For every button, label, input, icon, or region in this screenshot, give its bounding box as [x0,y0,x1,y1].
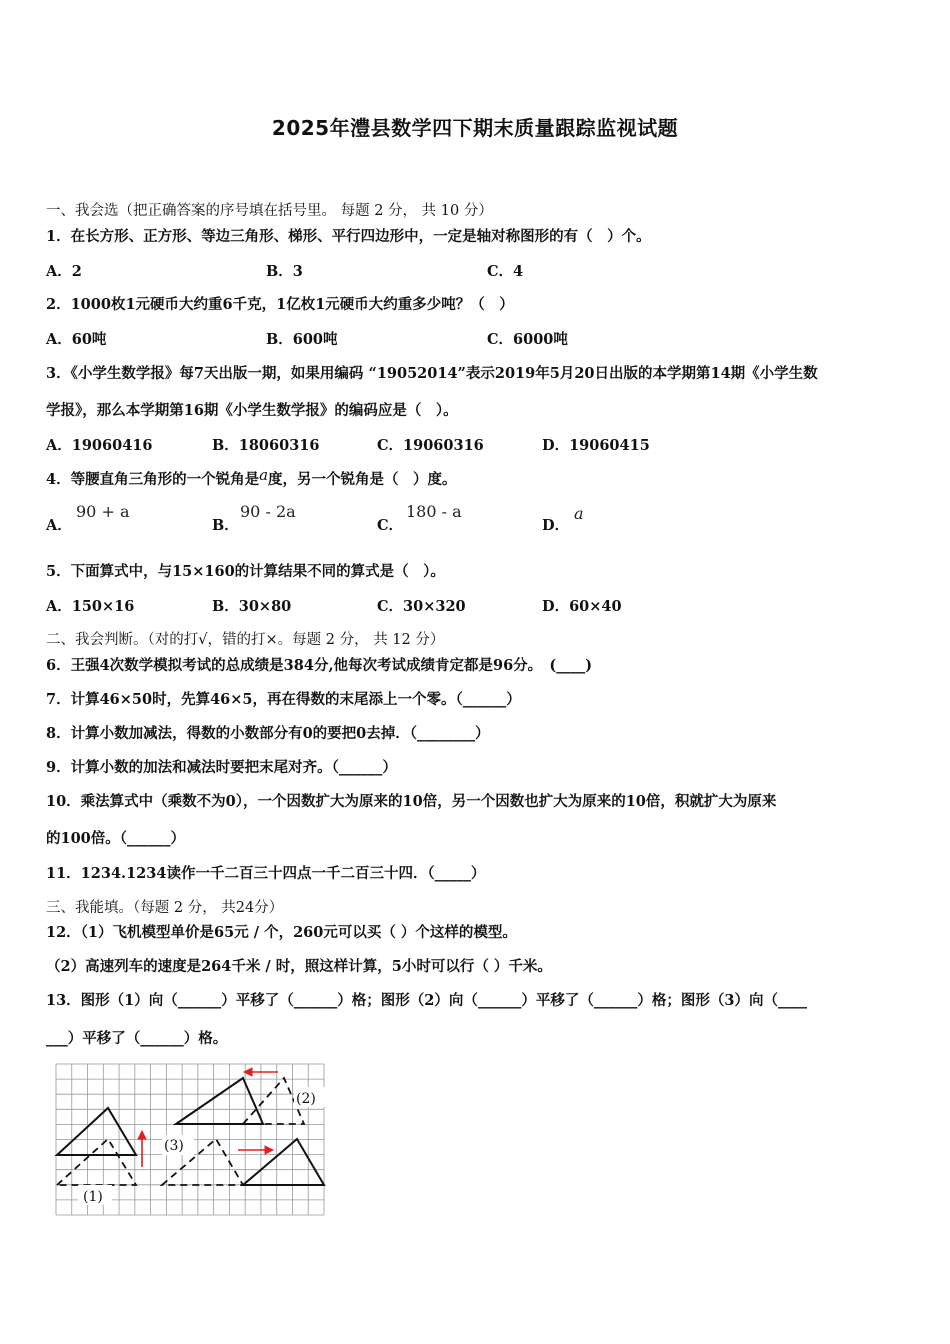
figure-label-1: (1) [83,1189,103,1205]
shape-3-original [243,1139,324,1185]
grid-svg [54,1063,328,1217]
question-1: 1．在长方形、正方形、等边三角形、梯形、平行四边形中，一定是轴对称图形的有（ ）个。 [46,228,651,245]
section-3-heading: 三、我能填。（每题 2 分， 共24分） [46,900,284,916]
question-10-line-2: 的100倍。（______） [46,830,186,847]
q2-option-b: B．600吨 [266,331,338,348]
question-12-line-2: （2）高速列车的速度是264千米 / 时，照这样计算，5小时可以行（ ）千米。 [46,958,552,975]
question-13-line-1: 13．图形（1）向（______）平移了（______）格；图形（2）向（______）平移了（______）格；图形（3）向（____ [46,992,807,1009]
shape-2-original [176,1078,263,1124]
question-10-line-1: 10．乘法算式中（乘数不为0），一个因数扩大为原来的10倍，另一个因数也扩大为原来的10倍，积就扩大为原来 [46,793,777,810]
q4-option-a-expr: 90 + a [76,502,130,521]
translation-grid-figure [54,1063,328,1217]
question-6: 6．王强4次数学模拟考试的总成绩是384分,他每次考试成绩肯定都是96分。 (____) [46,657,593,674]
q4-option-b-expr: 90 - 2a [240,502,296,521]
figure-label-3: (3) [164,1138,184,1154]
q5-option-d: D．60×40 [542,598,622,615]
q3-option-a: A．19060416 [46,437,153,454]
question-4 [46,466,457,490]
question-9: 9．计算小数的加法和减法时要把末尾对齐。（______） [46,759,397,776]
q5-option-b: B．30×80 [212,598,292,615]
q4-variable: a [259,466,269,484]
arrow-right-head-icon [265,1146,273,1154]
question-13-line-2: ___）平移了（______）格。 [46,1030,228,1047]
q4-option-d-expr: a [574,504,584,523]
q1-option-c: C．4 [487,263,524,280]
q4-option-c-label: C． [377,517,404,534]
question-3-line-2: 学报》，那么本学期第16期《小学生数学报》的编码应是（ ）。 [46,402,458,419]
question-8: 8．计算小数加减法，得数的小数部分有0的要把0去掉．（________） [46,725,490,742]
q3-option-b: B．18060316 [212,437,320,454]
q4-option-d-label: D． [542,517,570,534]
q4-text-after: 度，另一个锐角是（ ）度。 [268,471,457,488]
q5-option-c: C．30×320 [377,598,466,615]
q4-text-before: 4．等腰直角三角形的一个锐角是 [46,471,260,488]
question-7: 7．计算46×50时，先算46×5，再在得数的末尾添上一个零。（______） [46,691,521,708]
shape-1-original [57,1108,136,1155]
q3-option-d: D．19060415 [542,437,650,454]
q2-option-a: A．60吨 [46,331,107,348]
q3-option-c: C．19060316 [377,437,484,454]
section-1-heading: 一、我会选（把正确答案的序号填在括号里。 每题 2 分， 共 10 分） [46,203,493,219]
q4-option-b-label: B． [212,517,239,534]
q5-option-a: A．150×16 [46,598,135,615]
question-5: 5．下面算式中，与15×160的计算结果不同的算式是（ ）。 [46,563,445,580]
q4-option-a-label: A． [46,517,72,534]
question-11: 11．1234.1234读作一千二百三十四点一千二百三十四．（_____） [46,865,486,882]
question-2: 2．1000枚1元硬币大约重6千克，1亿枚1元硬币大约重多少吨？（ ） [46,296,514,313]
page-title: 2025年澧县数学四下期末质量跟踪监视试题 [271,116,679,140]
translation-arrows [138,1068,278,1167]
q4-option-c-expr: 180 - a [406,502,462,521]
q2-option-c: C．6000吨 [487,331,568,348]
q1-option-b: B．3 [266,263,303,280]
arrow-up-head-icon [138,1131,146,1139]
section-2-heading: 二、我会判断。（对的打√，错的打×。每题 2 分， 共 12 分） [46,632,445,648]
shape-1-image [57,1139,136,1185]
figure-label-2: (2) [296,1091,316,1107]
q1-option-a: A．2 [46,263,82,280]
question-3-line-1: 3．《小学生数学报》每7天出版一期，如果用编码 “19052014”表示2019年5月20日出版的本学期第14期《小学生数 [46,365,818,382]
question-12-line-1: 12．（1）飞机模型单价是65元 / 个，260元可以买（ ）个这样的模型。 [46,924,517,941]
